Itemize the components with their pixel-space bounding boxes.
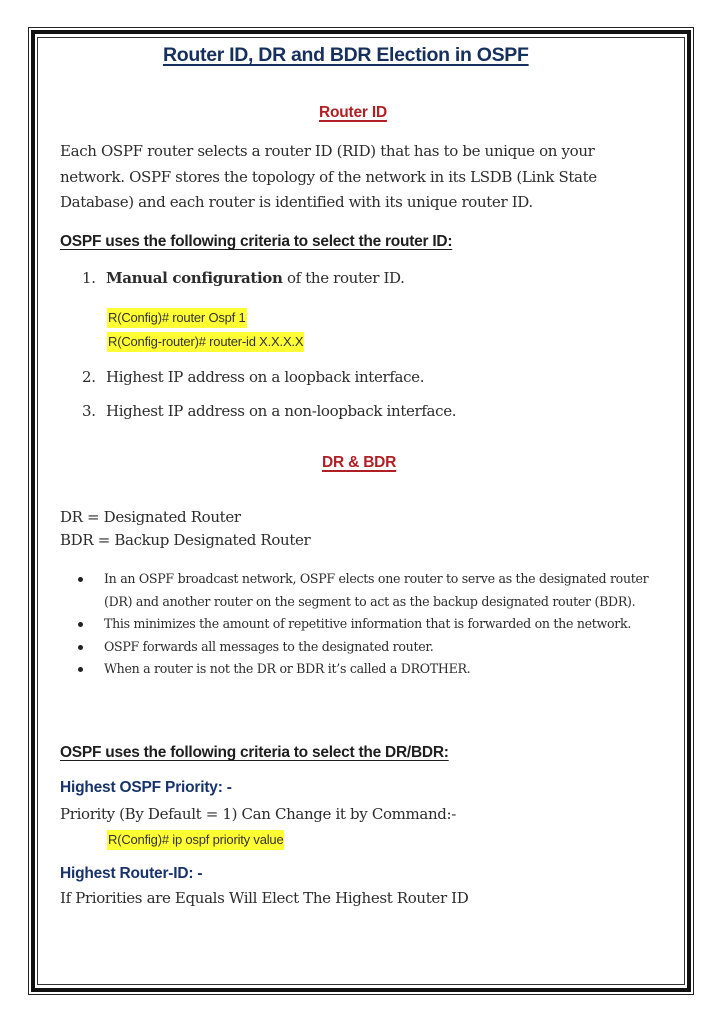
- document-title: Router ID, DR and BDR Election in OSPF: [163, 44, 529, 66]
- criteria-item-1: [82, 269, 405, 287]
- bullet-dot-icon: [78, 645, 83, 650]
- bullet-dot-icon: [78, 622, 83, 627]
- bullet-item: [76, 658, 676, 681]
- bullet-text: In an OSPF broadcast network, OSPF elects one router to serve as the designated router (DR) and another router on the segment to act as the backup designated router (BDR).: [104, 571, 649, 609]
- intro-line: network. OSPF stores the topology of the network in its LSDB (Link State: [60, 167, 597, 186]
- item-number: 1.: [82, 269, 96, 287]
- intro-line: Database) and each router is identified with its unique router ID.: [60, 193, 533, 211]
- item-text: Highest IP address on a loopback interface.: [106, 368, 425, 386]
- router-id-intro-paragraph: [60, 139, 597, 216]
- item-bold-text: Manual configuration: [106, 269, 283, 287]
- definition-bdr: BDR = Backup Designated Router: [60, 531, 311, 549]
- router-id-criteria-heading: OSPF uses the following criteria to select the router ID:: [60, 233, 453, 250]
- bullet-item: [76, 613, 676, 636]
- router-id-description: If Priorities are Equals Will Elect The Highest Router ID: [60, 889, 469, 907]
- priority-description: Priority (By Default = 1) Can Change it by Command:-: [60, 805, 456, 823]
- dr-bdr-criteria-heading: OSPF uses the following criteria to select the DR/BDR:: [60, 744, 449, 761]
- subheading-highest-router-id: Highest Router-ID: -: [60, 865, 203, 882]
- command-ospf-priority: R(Config)# ip ospf priority value: [107, 830, 284, 850]
- bullet-text: This minimizes the amount of repetitive information that is forwarded on the network.: [104, 616, 632, 632]
- section-heading-router-id: Router ID: [319, 104, 387, 121]
- subheading-highest-priority: Highest OSPF Priority: -: [60, 779, 232, 796]
- bullet-dot-icon: [78, 667, 83, 672]
- command-router-id: R(Config-router)# router-id X.X.X.X: [107, 332, 304, 352]
- bullet-text: When a router is not the DR or BDR it’s called a DROTHER.: [104, 661, 471, 677]
- dr-bdr-bullet-list: [76, 568, 676, 681]
- item-text: Highest IP address on a non-loopback interface.: [106, 402, 457, 420]
- intro-line: Each OSPF router selects a router ID (RID) that has to be unique on your: [60, 142, 595, 160]
- definition-dr: DR = Designated Router: [60, 508, 241, 526]
- bullet-item: [76, 568, 676, 613]
- item-number: 2.: [82, 368, 96, 386]
- criteria-item-2: [82, 368, 424, 386]
- item-text: of the router ID.: [282, 269, 405, 287]
- bullet-text: OSPF forwards all messages to the designated router.: [104, 638, 434, 654]
- item-number: 3.: [82, 402, 96, 420]
- bullet-dot-icon: [78, 577, 83, 582]
- bullet-item: [76, 636, 676, 659]
- criteria-item-3: [82, 402, 456, 420]
- section-heading-dr-bdr: DR & BDR: [322, 454, 397, 471]
- command-router-ospf: R(Config)# router Ospf 1: [107, 308, 247, 328]
